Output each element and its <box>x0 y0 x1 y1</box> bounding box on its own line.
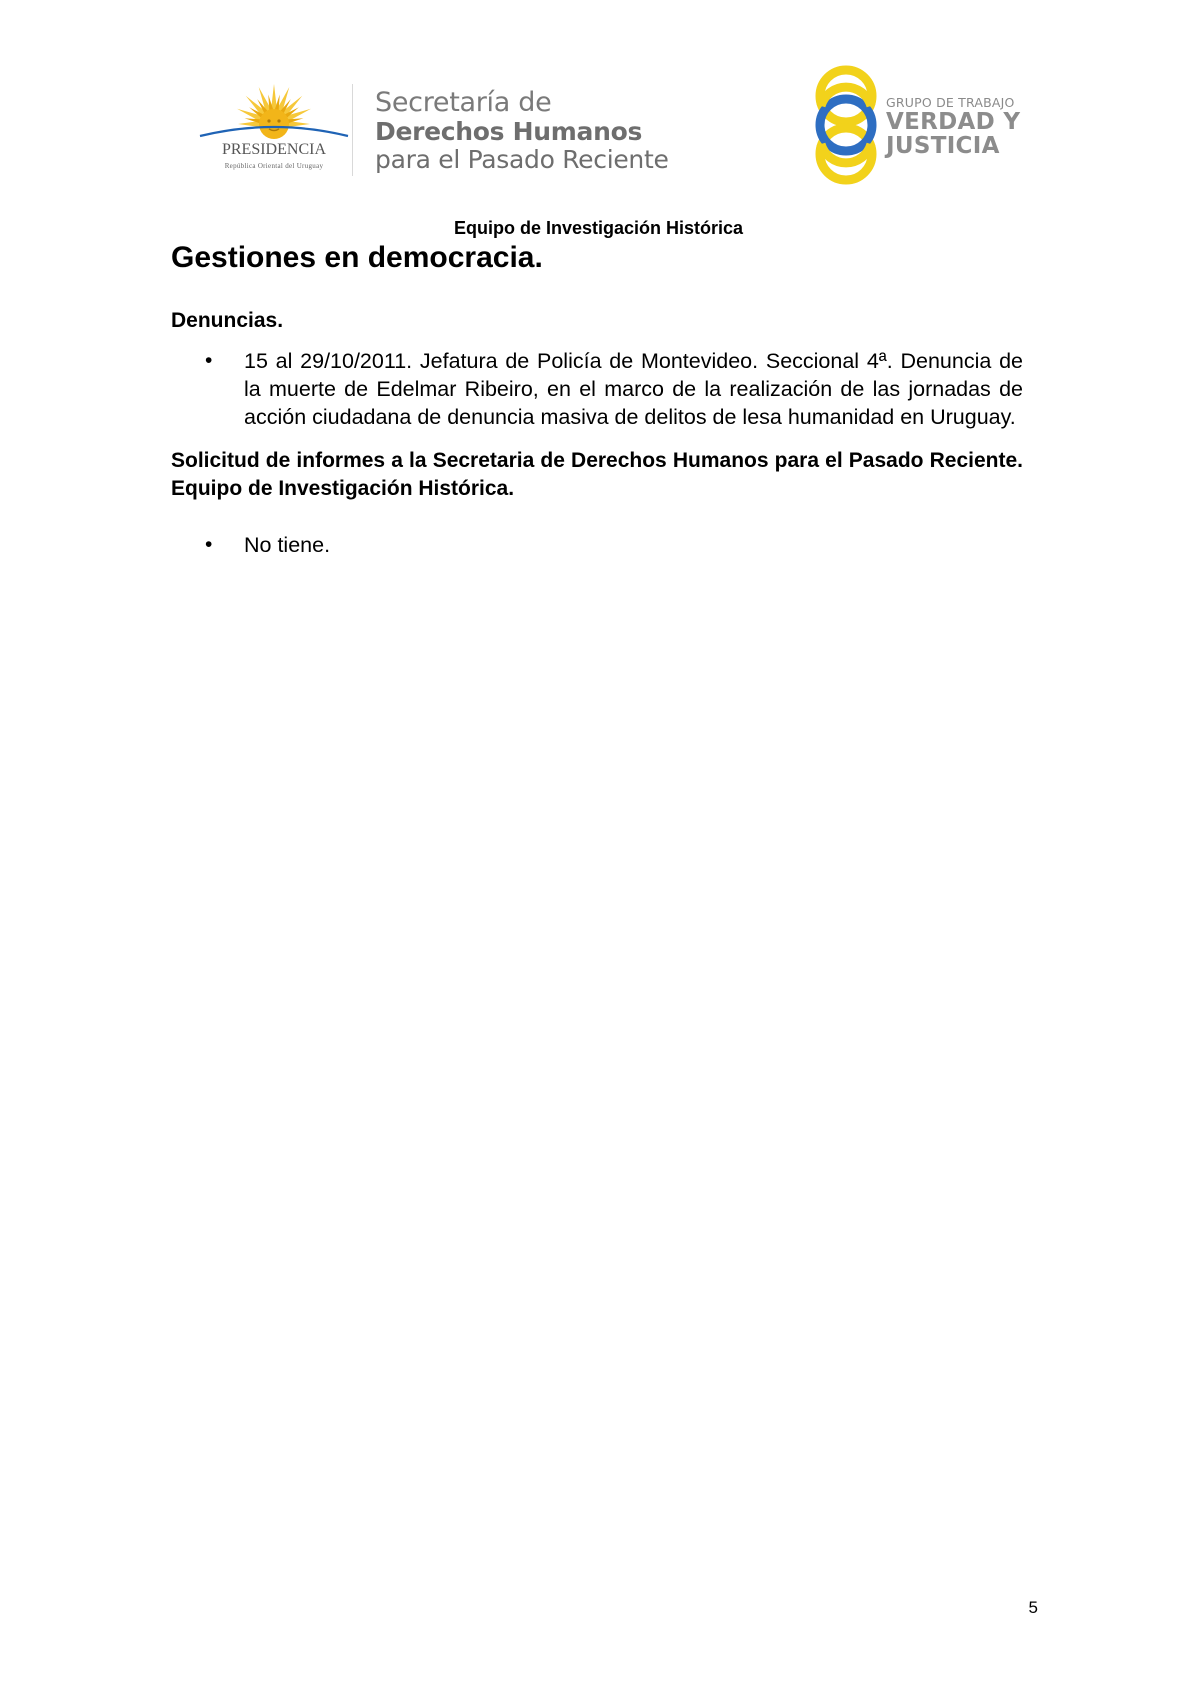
sun-icon <box>236 84 312 139</box>
justicia-label: JUSTICIA <box>886 133 1000 159</box>
presidencia-subtitle: República Oriental del Uruguay <box>224 162 324 170</box>
solicitud-list <box>171 531 1023 559</box>
page-header <box>0 0 1191 200</box>
list-item <box>171 347 1023 431</box>
denuncias-list <box>171 347 1023 431</box>
list-item-text: 15 al 29/10/2011. Jefatura de Policía de Montevideo. Seccional 4ª. Denuncia de la muerte de Edelmar Ribeiro, en el marco de la realización de las jornadas de acción ciudadana de denuncia masiva de delitos de lesa humanidad en Uruguay. <box>244 349 1023 429</box>
list-item <box>171 531 1023 559</box>
grupo-trabajo-label: GRUPO DE TRABAJO <box>886 95 1015 110</box>
bullet-icon: • <box>205 533 213 556</box>
verdad-justicia-wordmark <box>886 96 1020 158</box>
page-number: 5 <box>1028 1598 1038 1617</box>
list-item-text: No tiene. <box>244 533 331 557</box>
section-heading-denuncias: Denuncias. <box>171 309 284 332</box>
bullet-icon: • <box>205 349 213 372</box>
secretaria-line-1: Secretaría de <box>375 87 552 118</box>
logo-divider <box>352 84 353 176</box>
presidencia-title: PRESIDENCIA <box>221 141 327 158</box>
main-heading: Gestiones en democracia. <box>171 241 543 274</box>
presidencia-logo <box>198 82 350 178</box>
section-heading-solicitud: Solicitud de informes a la Secretaria de Derechos Humanos para el Pasado Reciente. Equipo de Investigación Histórica. <box>171 449 1023 500</box>
secretaria-wordmark <box>375 88 705 174</box>
verdad-justicia-rings-icon <box>808 62 888 188</box>
verdad-label: VERDAD Y <box>886 109 1021 135</box>
secretaria-line-2: Derechos Humanos <box>375 117 643 146</box>
secretaria-line-3: para el Pasado Reciente <box>375 145 669 174</box>
document-content <box>171 240 1023 559</box>
team-caption: Equipo de Investigación Histórica <box>453 218 744 238</box>
